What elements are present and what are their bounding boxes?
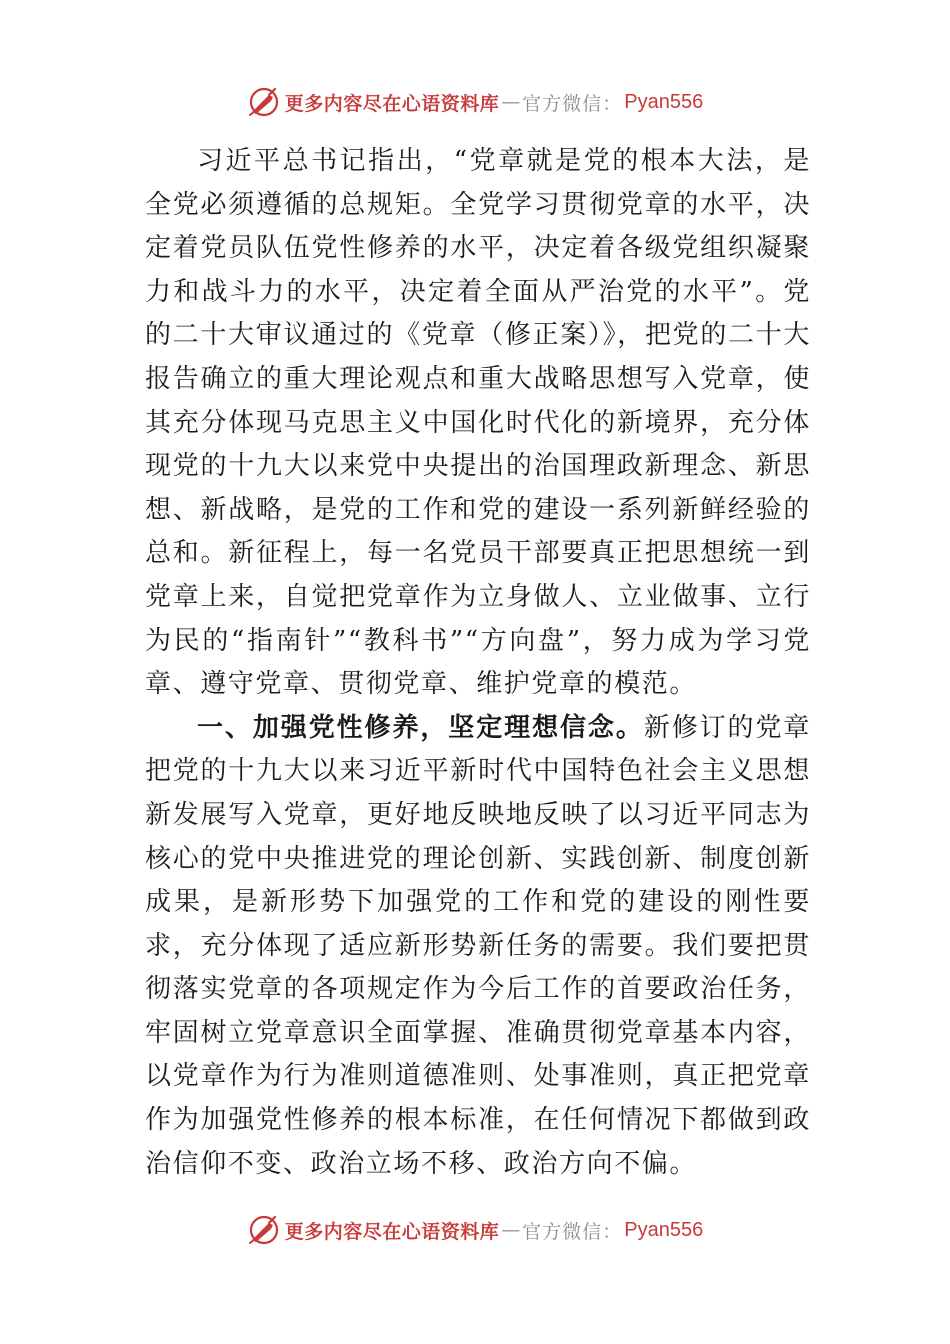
footer-watermark-banner (0, 1210, 950, 1250)
official-wechat-label: 官方微信： (522, 1220, 623, 1243)
document-body (145, 140, 811, 1186)
pen-nib-circle-icon (247, 1213, 281, 1247)
brand-text: 更多内容尽在心语资料库 (284, 92, 500, 115)
official-wechat-label: 官方微信： (522, 92, 623, 115)
header-watermark-banner (0, 82, 950, 122)
section-1-paragraph (145, 707, 811, 1187)
brand-text: 更多内容尽在心语资料库 (284, 1220, 500, 1243)
separator-dash: — (501, 91, 521, 113)
pen-nib-circle-icon (247, 85, 281, 119)
intro-paragraph: 习近平总书记指出，“党章就是党的根本大法，是全党必须遵循的总规矩。全党学习贯彻党章的水平，决定着党员队伍党性修养的水平，决定着各级党组织凝聚力和战斗力的水平，决定着全面从严治党的水平”。党的二十大审议通过的《党章（修正案）》，把党的二十大报告确立的重大理论观点和重大战略思想写入党章，使其充分体现马克思主义中国化时代化的新境界，充分体现党的十九大以来党中央提出的治国理政新理念、新思想、新战略，是党的工作和党的建设一系列新鲜经验的总和。新征程上，每一名党员干部要真正把思想统一到党章上来，自觉把党章作为立身做人、立业做事、立行为民的“指南针”“教科书”“方向盘”，努力成为学习党章、遵守党章、贯彻党章、维护党章的模范。 (145, 146, 811, 700)
separator-dash: — (501, 1219, 521, 1241)
wechat-id: Pyan556 (624, 90, 704, 113)
section-1-body: 新修订的党章把党的十九大以来习近平新时代中国特色社会主义思想新发展写入党章，更好地反映地反映了以习近平同志为核心的党中央推进党的理论创新、实践创新、制度创新成果，是新形势下加强党的工作和党的建设的刚性要求，充分体现了适应新形势新任务的需要。我们要把贯彻落实党章的各项规定作为今后工作的首要政治任务，牢固树立党章意识全面掌握、准确贯彻党章基本内容，以党章作为行为准则道德准则、处事准则，真正把党章作为加强党性修养的根本标准，在任何情况下都做到政治信仰不变、政治立场不移、政治方向不偏。 (145, 712, 811, 1179)
wechat-id: Pyan556 (624, 1218, 704, 1241)
section-1-heading: 一、加强党性修养，坚定理想信念。 (197, 712, 644, 743)
